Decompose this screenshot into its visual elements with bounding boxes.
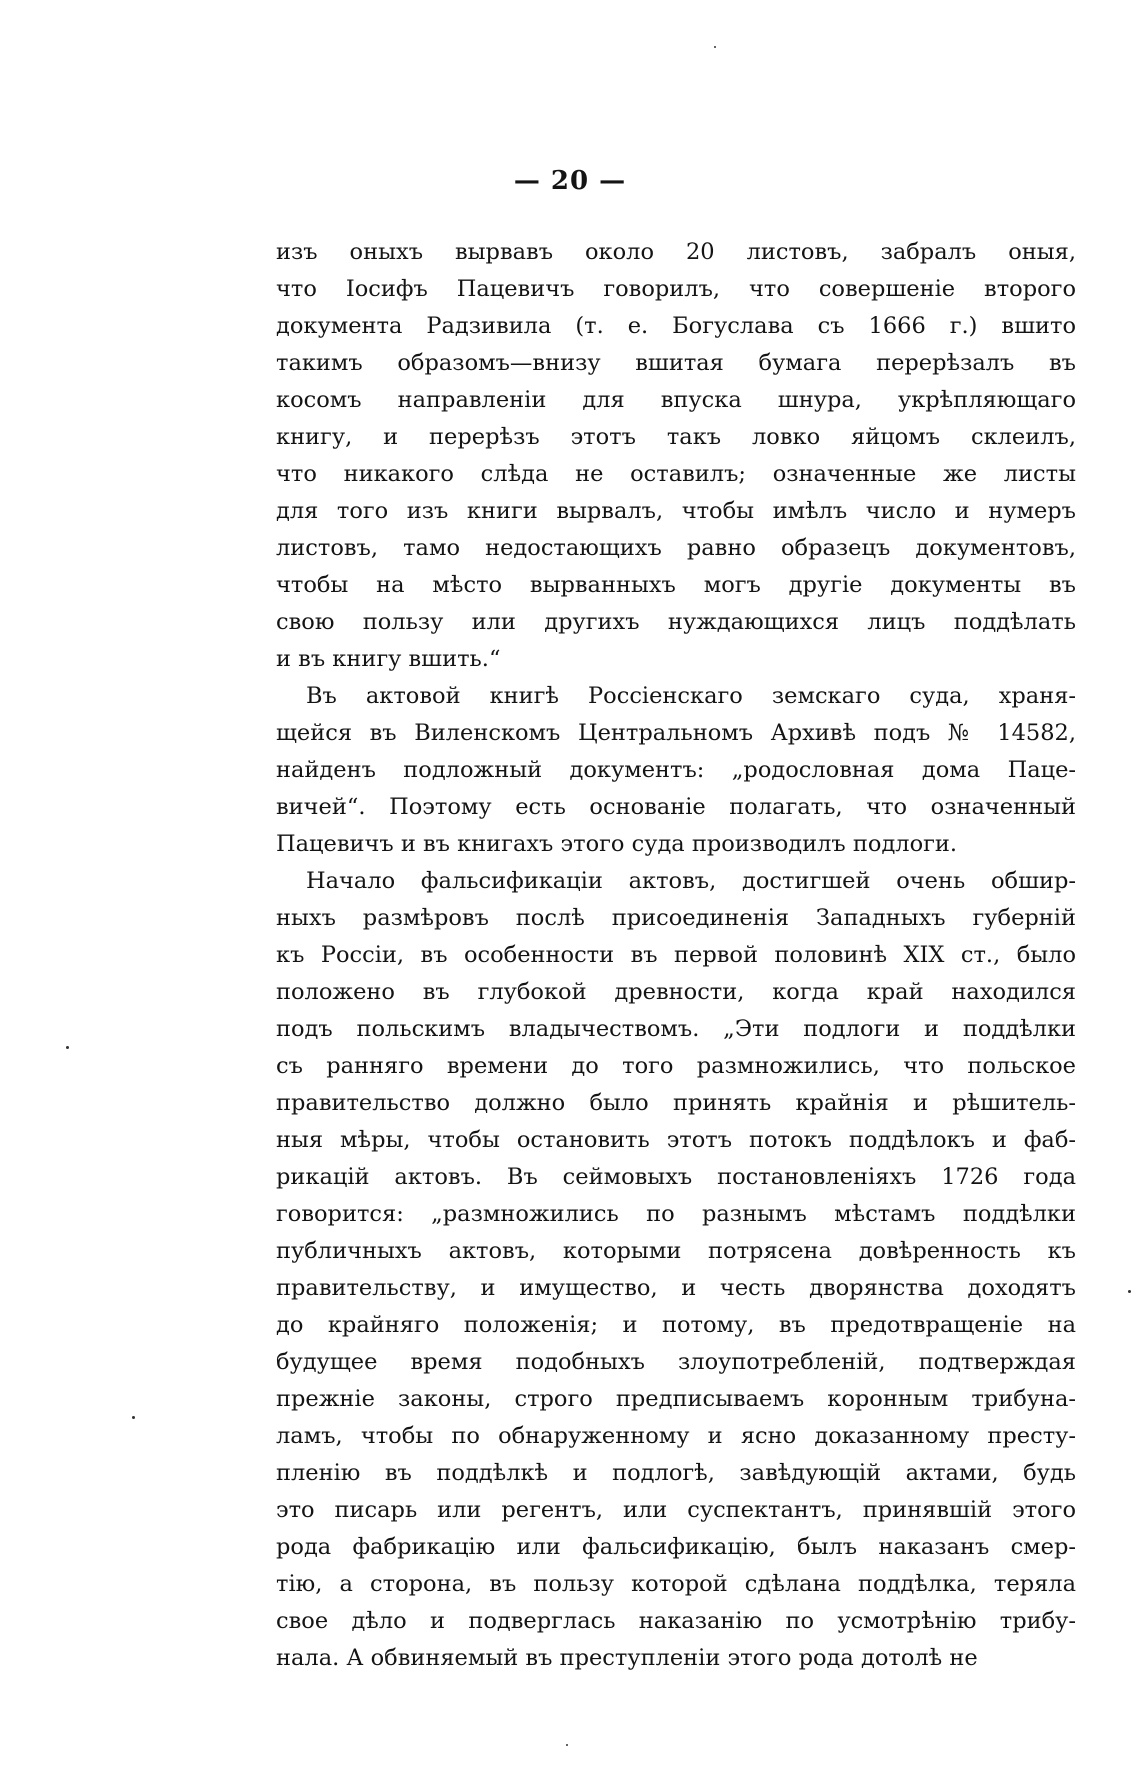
text-line: рикацiй актовъ. Въ сеймовыхъ постановленiяхъ 1726 года	[276, 1164, 1076, 1190]
text-line: ныя мѣры, чтобы остановить этотъ потокъ поддѣлокъ и фаб-	[276, 1127, 1076, 1153]
text-line: до крайняго положенiя; и потому, въ предотвращенiе на	[276, 1312, 1076, 1338]
text-line: такимъ образомъ—внизу вшитая бумага перерѣзалъ въ	[276, 350, 1076, 376]
text-line: документа Радзивила (т. е. Богуслава съ 1666 г.) вшито	[276, 313, 1076, 339]
text-line: публичныхъ актовъ, которыми потрясена довѣренность къ	[276, 1238, 1076, 1264]
text-line: свое дѣло и подверглась наказанiю по усмотрѣнiю трибу-	[276, 1608, 1076, 1634]
page-number: — 20 —	[513, 166, 627, 196]
scan-speck	[566, 1744, 568, 1746]
text-line: листовъ, тамо недостающихъ равно образецъ документовъ,	[276, 535, 1076, 561]
text-line: нала. А обвиняемый въ преступленiи этого рода дотолѣ не	[276, 1645, 978, 1671]
text-line: рода фабрикацiю или фальсификацiю, былъ наказанъ смер-	[276, 1534, 1076, 1560]
text-line: Пацевичъ и въ книгахъ этого суда производилъ подлоги.	[276, 831, 958, 857]
text-line: для того изъ книги вырвалъ, чтобы имѣлъ число и нумеръ	[276, 498, 1076, 524]
scan-speck	[66, 1046, 69, 1049]
text-line: щейся въ Виленскомъ Центральномъ Архивѣ подъ № 14582,	[276, 720, 1076, 746]
scan-speck	[132, 1416, 135, 1419]
text-line: что никакого слѣда не оставилъ; означенные же листы	[276, 461, 1076, 487]
text-line: изъ оныхъ вырвавъ около 20 листовъ, забралъ оныя,	[276, 239, 1076, 265]
text-line: книгу, и перерѣзъ этотъ такъ ловко яйцомъ склеилъ,	[276, 424, 1076, 450]
text-line: ныхъ размѣровъ послѣ присоединенiя Западныхъ губернiй	[276, 905, 1076, 931]
text-line: будущее время подобныхъ злоупотребленiй, подтверждая	[276, 1349, 1076, 1375]
text-line: Начало фальсификацiи актовъ, достигшей очень обшир-	[306, 868, 1076, 894]
text-line: найденъ подложный документъ: „родословная дома Паце-	[276, 757, 1076, 783]
text-line: къ Россiи, въ особенности въ первой половинѣ XIX ст., было	[276, 942, 1076, 968]
text-line: прежнiе законы, строго предписываемъ коронным трибуна-	[276, 1386, 1076, 1412]
text-line: Въ актовой книгѣ Россiенскаго земскаго суда, храня-	[306, 683, 1076, 709]
text-line: тiю, а сторона, въ пользу которой сдѣлана поддѣлка, теряла	[276, 1571, 1076, 1597]
text-line: свою пользу или другихъ нуждающихся лицъ поддѣлать	[276, 609, 1076, 635]
text-line: пленiю въ поддѣлкѣ и подлогѣ, завѣдующiй актами, будь	[276, 1460, 1076, 1486]
text-line: что Iосифъ Пацевичъ говорилъ, что совершенiе второго	[276, 276, 1076, 302]
scan-speck	[714, 46, 716, 48]
body-text	[276, 234, 1076, 1677]
text-line: положено въ глубокой древности, когда край находился	[276, 979, 1076, 1005]
text-line: говорится: „размножились по разнымъ мѣстамъ поддѣлки	[276, 1201, 1076, 1227]
scan-speck	[1128, 1290, 1131, 1293]
paragraph	[276, 234, 1076, 678]
text-line: косомъ направленiи для впуска шнура, укрѣпляющаго	[276, 387, 1076, 413]
text-line: чтобы на мѣсто вырванныхъ могъ другiе документы въ	[276, 572, 1076, 598]
text-line: и въ книгу вшить.“	[276, 646, 501, 672]
text-line: это писарь или регентъ, или суспектантъ, принявшiй этого	[276, 1497, 1076, 1523]
text-line: подъ польскимъ владычествомъ. „Эти подлоги и поддѣлки	[276, 1016, 1076, 1042]
text-line: правительство должно было принять крайнiя и рѣшитель-	[276, 1090, 1076, 1116]
text-line: ламъ, чтобы по обнаруженному и ясно доказанному престу-	[276, 1423, 1076, 1449]
paragraph	[276, 863, 1076, 1677]
paragraph	[276, 678, 1076, 863]
text-line: вичей“. Поэтому есть основанiе полагать, что означенный	[276, 794, 1076, 820]
text-line: правительству, и имущество, и честь дворянства доходятъ	[276, 1275, 1076, 1301]
text-line: съ ранняго времени до того размножились, что польское	[276, 1053, 1076, 1079]
